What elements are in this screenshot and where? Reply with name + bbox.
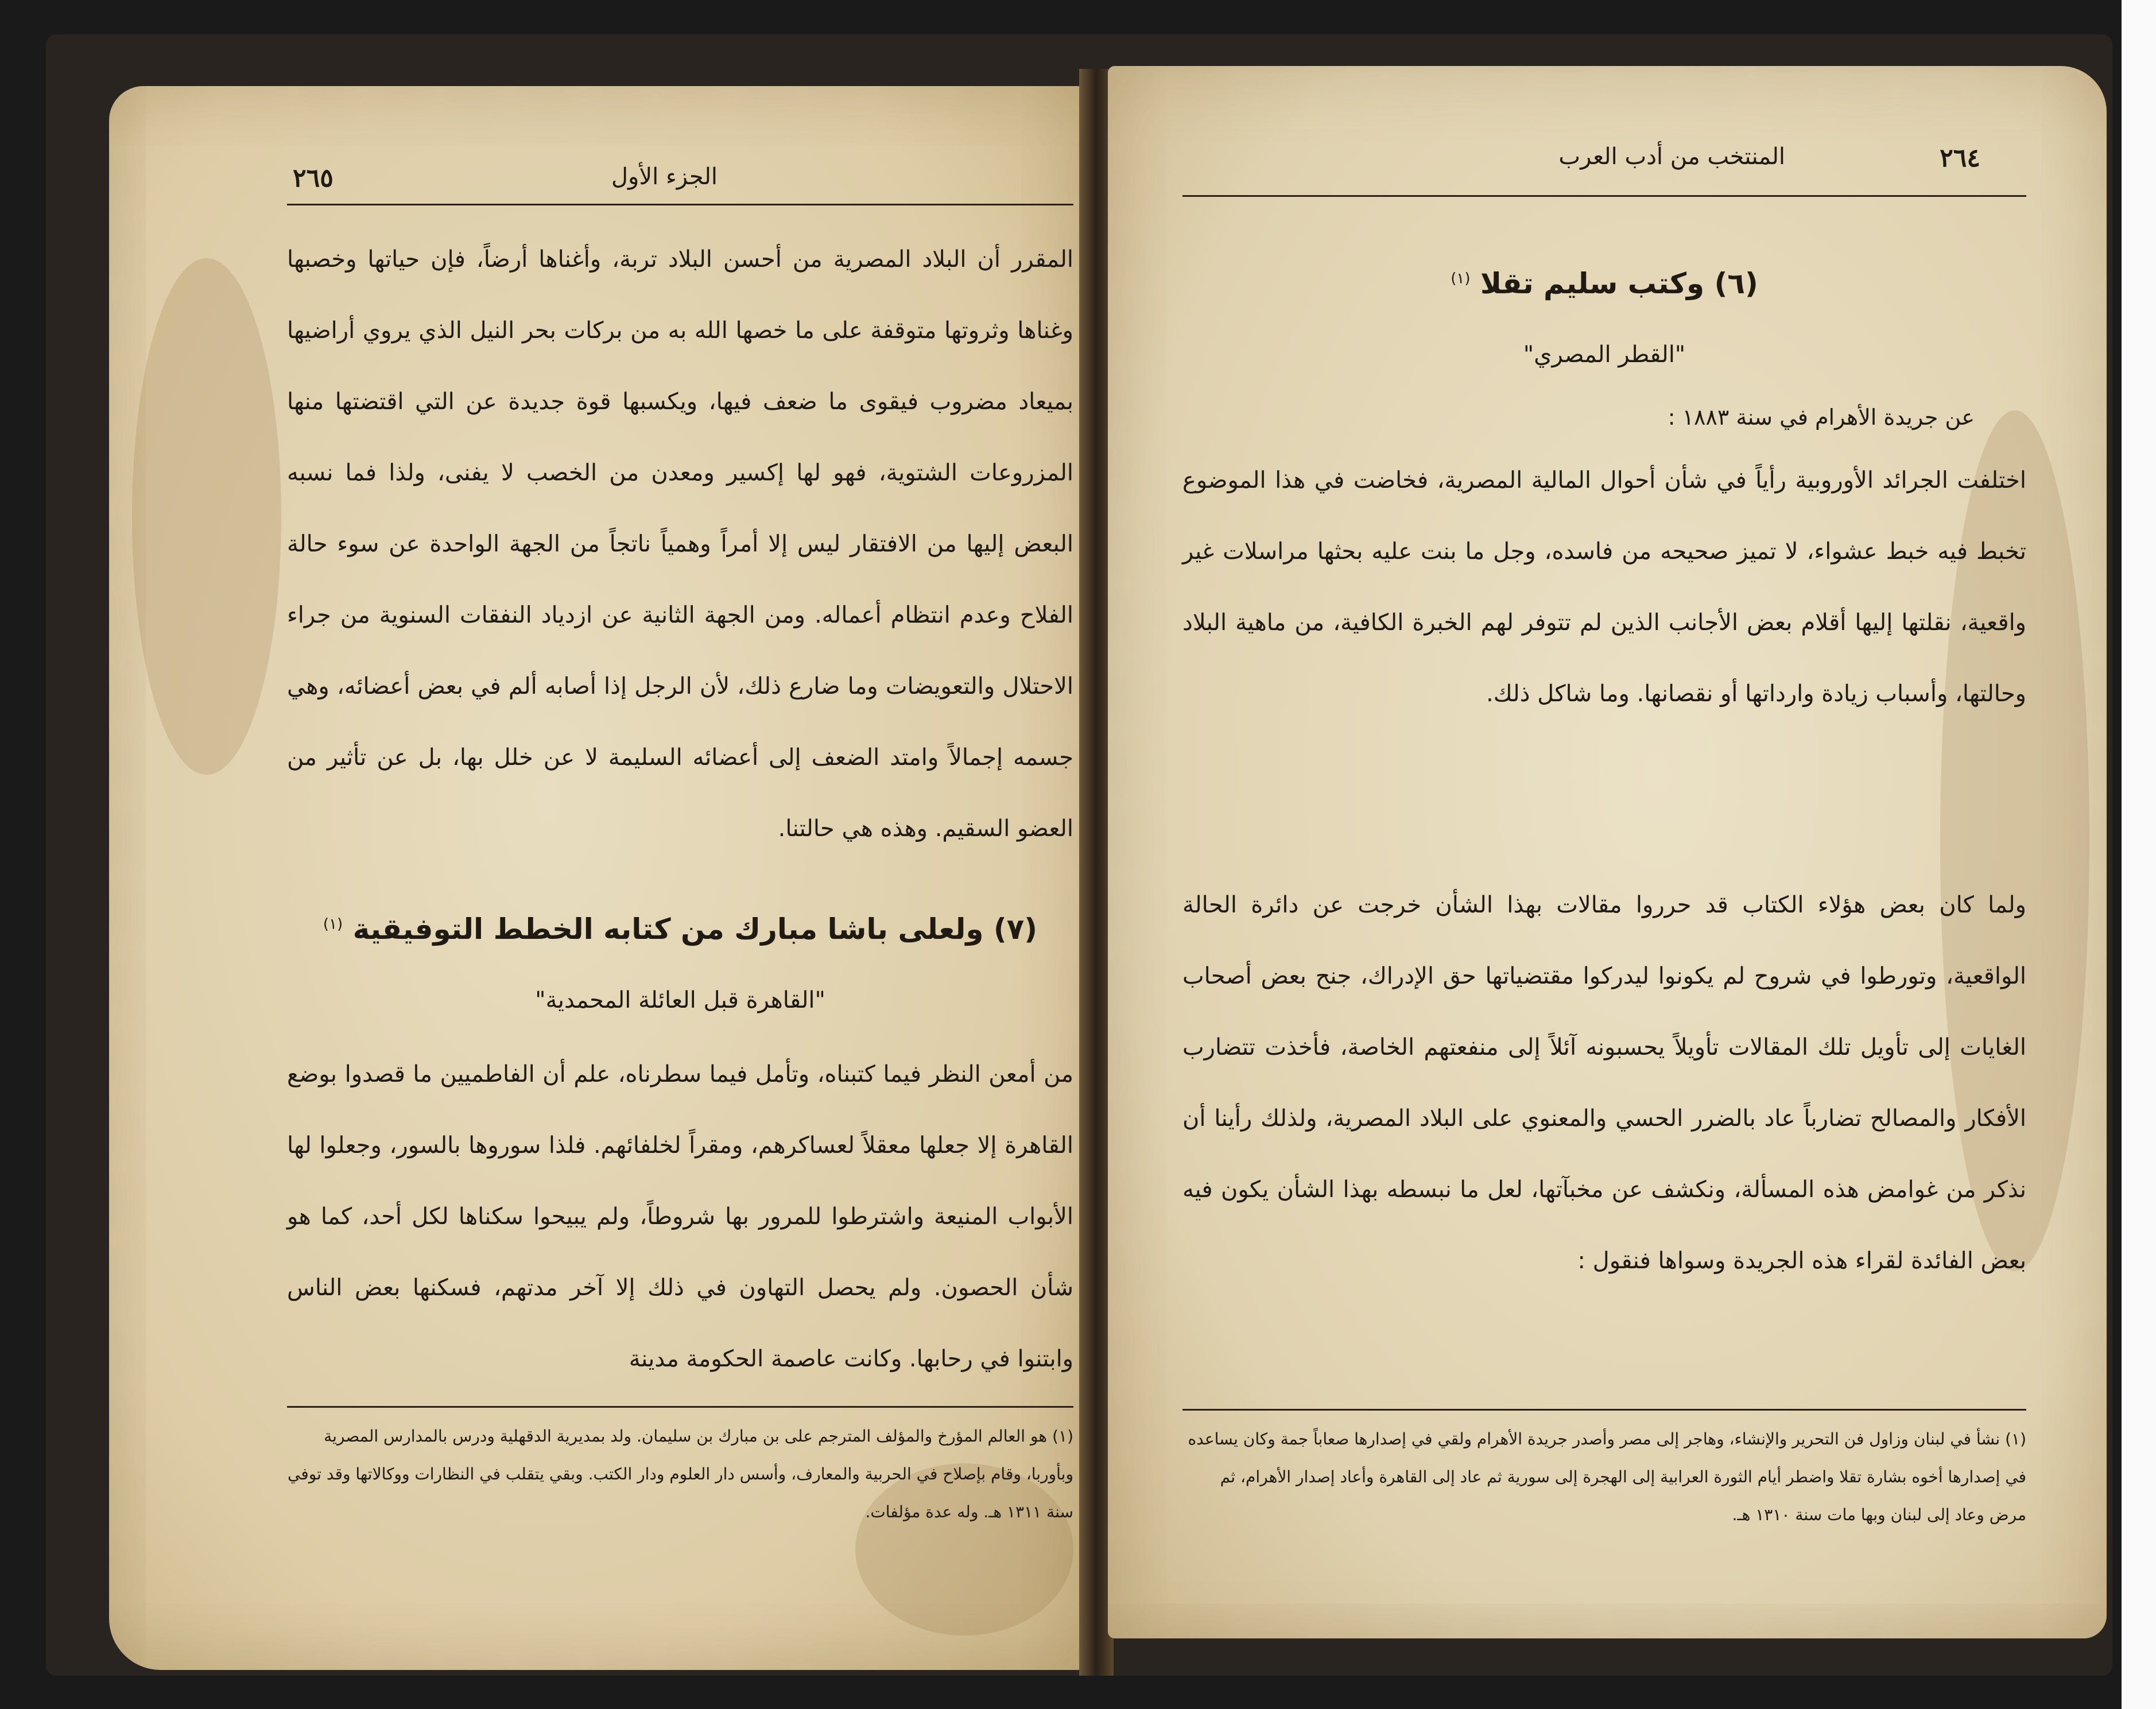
right-head-rule: [1182, 195, 2026, 197]
left-page: [109, 86, 1085, 1670]
right-paragraph-2: [1182, 869, 2026, 1296]
scanner-edge: [2122, 0, 2156, 1709]
left-section-title-text: (٧) ولعلى باشا مبارك من كتابه الخطط التوفيقية: [352, 912, 1038, 946]
left-footnote-rule: [287, 1406, 1073, 1408]
right-source-line: عن جريدة الأهرام في سنة ١٨٨٣ :: [1668, 405, 1975, 430]
left-section-paragraph: من أمعن النظر فيما كتبناه، وتأمل فيما سطرناه، علم أن الفاطميين ما قصدوا بوضع القاهرة إلا جعلها معقلاً لعساكرهم، ومقراً لخلفائهم. فلذا سوروها بالسور، وجعلوا لها الأبواب المنيعة واشترطوا للمرور بها شروطاً، ولم يبيحوا سكناها لكل أحد، كما هو شأن الحصون. ولم يحصل التهاون في ذلك إلا آخر مدتهم، فسكنها بعض الناس وابتنوا في رحابها. وكانت عاصمة الحكومة مدينة: [287, 1061, 1073, 1372]
left-running-head: [109, 152, 1085, 204]
right-page-number: ٢٦٤: [1940, 143, 1980, 173]
left-section-subtitle: "القاهرة قبل العائلة المحمدية": [535, 987, 825, 1013]
left-section-title: [287, 912, 1073, 946]
right-paragraph-2-text: ولما كان بعض هؤلاء الكتاب قد حرروا مقالات بهذا الشأن خرجت عن دائرة الحالة الواقعية، وتورطوا في شروح لم يكونوا ليدركوا مقتضياتها حق الإدراك، جنح بعض أصحاب الغايات إلى تأويل تلك المقالات تأويلاً يحسبونه آئلاً إلى منفعتهم الخاصة، فأخذت تتضارب الأفكار والمصالح تضارباً عاد بالضرر الحسي والمعنوي على البلاد المصرية، ولذلك رأينا أن نذكر من غوامض هذه المسألة، ونكشف عن مخبآتها، لعل ما نبسطه بهذا الشأن يكون فيه بعض الفائدة لقراء هذه الجريدة وسواها فنقول :: [1182, 892, 2026, 1274]
left-continuation-paragraph: المقرر أن البلاد المصرية من أحسن البلاد تربة، وأغناها أرضاً، فإن حياتها وخصبها وغناها وثروتها متوقفة على ما خصها الله به من بركات بحر النيل الذي يروي أراضيها بميعاد مضروب فيقوى ما ضعف فيها، ويكسبها قوة جديدة عن التي اقتضتها منها المزروعات الشتوية، فهو لها إكسير ومعدن من الخصب لا يفنى، ولذا فما نسبه البعض إليها من الافتقار ليس إلا أمراً وهمياً ناتجاً من الجهة الواحدة عن سوء حالة الفلاح وعدم انتظام أعماله. ومن الجهة الثانية عن ازدياد النفقات السنوية من جراء الاحتلال والتعويضات وما ضارع ذلك، لأن الرجل إذا أصابه ألم في بعض أعضائه، وهي جسمه إجمالاً وامتد الضعف إلى أعضائه السليمة لا عن خلل بها، بل عن تأثير من العضو السقيم. وهذه هي حالتنا.: [287, 246, 1073, 842]
right-running-head: [1108, 132, 2107, 184]
right-footnotes: [1182, 1420, 2026, 1534]
right-section-subtitle: "القطر المصري": [1523, 341, 1686, 368]
left-section-footnote-mark: (١): [323, 915, 343, 933]
right-section-footnote-mark: (١): [1451, 270, 1471, 288]
left-footnotes: [287, 1417, 1073, 1531]
right-page: [1108, 66, 2107, 1638]
right-paragraph-1-text: اختلفت الجرائد الأوروبية رأياً في شأن أحوال المالية المصرية، فخاضت في هذا الموضوع تخبط فيه خبط عشواء، لا تميز صحيحه من فاسده، وجل ما بنت عليه بحثها مراسلات غير واقعية، نقلتها إليها أقلام بعض الأجانب الذين لم تتوفر لهم الخبرة الكافية، من ماهية البلاد وحالتها، وأسباب زيادة وارداتها أو نقصانها. وما شاكل ذلك.: [1182, 467, 2026, 707]
left-page-number: ٢٦٥: [293, 164, 334, 193]
right-running-title: المنتخب من أدب العرب: [1558, 143, 1785, 170]
right-section-title: [1182, 267, 2026, 300]
left-running-title: الجزء الأول: [611, 164, 718, 190]
right-footnote-1: (١) نشأ في لبنان وزاول فن التحرير والإنشاء، وهاجر إلى مصر وأصدر جريدة الأهرام ولقي في إصدارها صعاباً جمة وكان يساعده في إصدارها أخوه بشارة تقلا واضطر أيام الثورة العرابية إلى الهجرة إلى سورية ثم عاد إلى القاهرة وأعاد إصدار الأهرام، ثم مرض وعاد إلى لبنان وبها مات سنة ١٣١٠ هـ.: [1188, 1430, 2026, 1524]
left-footnote-1: (١) هو العالم المؤرخ والمؤلف المترجم على بن مبارك بن سليمان. ولد بمديرية الدقهلية ودرس بالمدارس المصرية وبأوربا، وقام بإصلاح في الحربية والمعارف، وأسس دار العلوم ودار الكتب. وبقي يتقلب في النظارات ووكالاتها وقد توفي سنة ١٣١١ هـ. وله عدة مؤلفات.: [287, 1427, 1073, 1521]
right-paragraph-1: [1182, 445, 2026, 729]
left-head-rule: [287, 204, 1073, 205]
left-section-body: [287, 1039, 1073, 1395]
page-stain: [132, 258, 281, 775]
open-book: [46, 34, 2112, 1676]
right-footnote-rule: [1182, 1409, 2026, 1411]
left-continuation-text: [287, 224, 1073, 864]
right-section-title-text: (٦) وكتب سليم تقلا: [1480, 267, 1758, 300]
